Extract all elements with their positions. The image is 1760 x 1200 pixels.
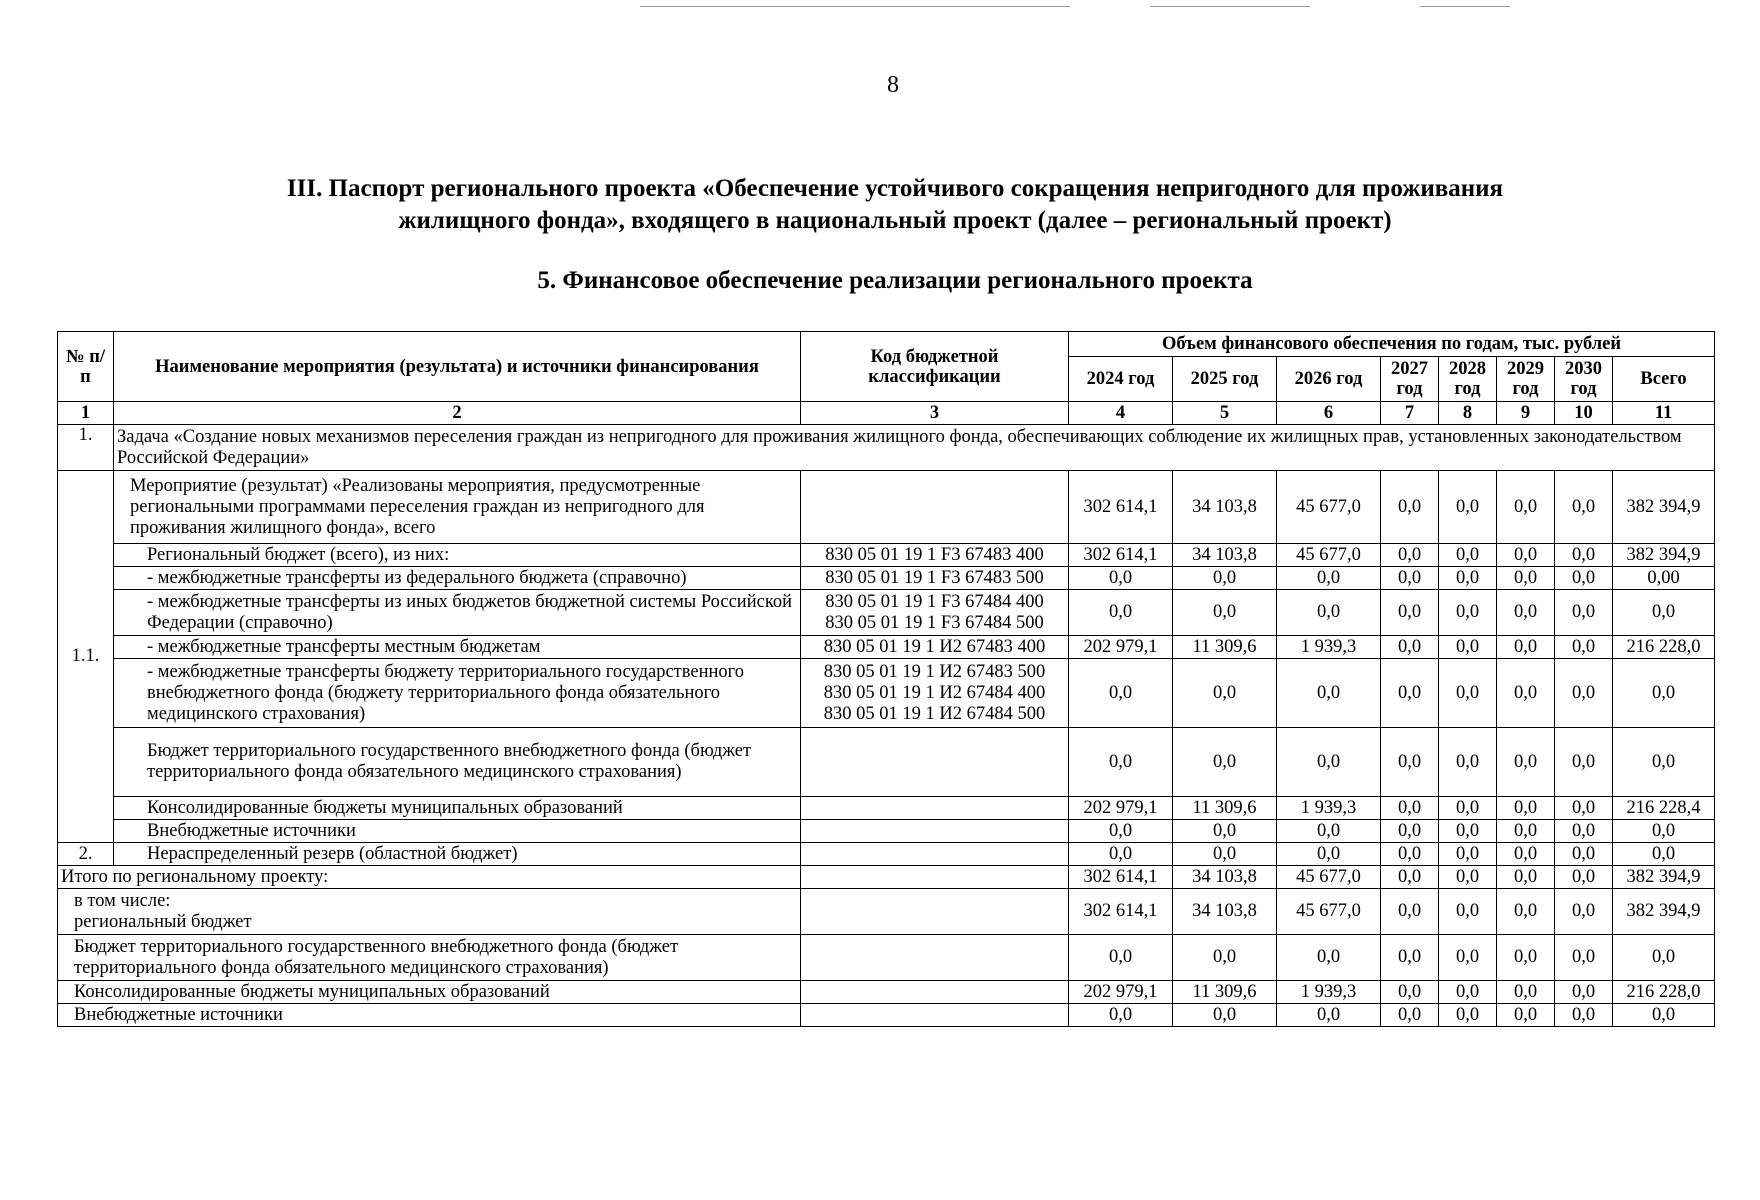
table-row bbox=[58, 590, 1715, 636]
header-year: 2025 год bbox=[1173, 357, 1277, 402]
budget-code: 830 05 01 19 1 F3 67483 400 bbox=[801, 544, 1069, 567]
value-cell: 382 394,9 bbox=[1613, 544, 1715, 567]
value-cell: 0,0 bbox=[1439, 1004, 1497, 1027]
value-cell: 0,0 bbox=[1497, 820, 1555, 843]
total-name: Консолидированные бюджеты муниципальных образований bbox=[58, 981, 801, 1004]
value-cell: 0,0 bbox=[1555, 659, 1613, 728]
value-cell: 0,0 bbox=[1613, 843, 1715, 866]
row-name: - межбюджетные трансферты местным бюджетам bbox=[114, 636, 801, 659]
value-cell: 0,0 bbox=[1555, 471, 1613, 544]
scan-artifact-line bbox=[1420, 6, 1510, 7]
value-cell: 0,0 bbox=[1439, 889, 1497, 935]
value-cell: 0,0 bbox=[1173, 935, 1277, 981]
budget-code bbox=[801, 935, 1069, 981]
value-cell: 0,0 bbox=[1613, 935, 1715, 981]
value-cell: 0,0 bbox=[1381, 889, 1439, 935]
value-cell: 0,0 bbox=[1439, 636, 1497, 659]
budget-code bbox=[801, 981, 1069, 1004]
header-year: 2026 год bbox=[1277, 357, 1381, 402]
value-cell: 0,0 bbox=[1381, 797, 1439, 820]
value-cell: 0,0 bbox=[1381, 590, 1439, 636]
row-name: - межбюджетные трансферты из иных бюджетов бюджетной системы Российской Федерации (справочно) bbox=[114, 590, 801, 636]
value-cell: 0,0 bbox=[1613, 728, 1715, 797]
scan-artifact-line bbox=[640, 6, 1070, 7]
value-cell: 0,0 bbox=[1381, 843, 1439, 866]
item-number: 1.1. bbox=[58, 471, 114, 843]
value-cell: 1 939,3 bbox=[1277, 636, 1381, 659]
budget-code: 830 05 01 19 1 И2 67483 400 bbox=[801, 636, 1069, 659]
value-cell: 382 394,9 bbox=[1613, 471, 1715, 544]
header-year: 2028 год bbox=[1439, 357, 1497, 402]
value-cell: 0,0 bbox=[1173, 659, 1277, 728]
total-name: Бюджет территориального государственного внебюджетного фонда (бюджет территориального фонда обязательного медицинского страхования) bbox=[58, 935, 801, 981]
header-name: Наименование мероприятия (результата) и источники финансирования bbox=[114, 332, 801, 402]
value-cell: 0,0 bbox=[1497, 567, 1555, 590]
value-cell: 0,0 bbox=[1497, 866, 1555, 889]
table-row bbox=[58, 544, 1715, 567]
table-row bbox=[58, 843, 1715, 866]
task-row bbox=[58, 425, 1715, 471]
value-cell: 0,0 bbox=[1069, 935, 1173, 981]
table-row bbox=[58, 567, 1715, 590]
value-cell: 34 103,8 bbox=[1173, 866, 1277, 889]
header-year: 2030 год bbox=[1555, 357, 1613, 402]
value-cell: 0,0 bbox=[1555, 797, 1613, 820]
value-cell: 0,0 bbox=[1497, 889, 1555, 935]
value-cell: 0,0 bbox=[1069, 843, 1173, 866]
value-cell: 45 677,0 bbox=[1277, 471, 1381, 544]
total-row bbox=[58, 1004, 1715, 1027]
total-name: Внебюджетные источники bbox=[58, 1004, 801, 1027]
column-number: 8 bbox=[1439, 402, 1497, 425]
value-cell: 0,0 bbox=[1439, 820, 1497, 843]
table-row bbox=[58, 728, 1715, 797]
total-name: в том числе: региональный бюджет bbox=[58, 889, 801, 935]
value-cell: 0,0 bbox=[1277, 843, 1381, 866]
header-year: 2027 год bbox=[1381, 357, 1439, 402]
value-cell: 0,0 bbox=[1439, 866, 1497, 889]
value-cell: 0,0 bbox=[1497, 544, 1555, 567]
value-cell: 0,0 bbox=[1277, 567, 1381, 590]
value-cell: 0,0 bbox=[1439, 590, 1497, 636]
column-number: 6 bbox=[1277, 402, 1381, 425]
value-cell: 0,0 bbox=[1381, 1004, 1439, 1027]
value-cell: 216 228,0 bbox=[1613, 981, 1715, 1004]
value-cell: 11 309,6 bbox=[1173, 636, 1277, 659]
row-name: Нераспределенный резерв (областной бюджет) bbox=[114, 843, 801, 866]
table-row bbox=[58, 797, 1715, 820]
value-cell: 11 309,6 bbox=[1173, 797, 1277, 820]
value-cell: 0,0 bbox=[1381, 567, 1439, 590]
column-number: 11 bbox=[1613, 402, 1715, 425]
value-cell: 0,0 bbox=[1381, 471, 1439, 544]
value-cell: 0,0 bbox=[1277, 590, 1381, 636]
value-cell: 202 979,1 bbox=[1069, 797, 1173, 820]
value-cell: 0,0 bbox=[1497, 1004, 1555, 1027]
value-cell: 216 228,4 bbox=[1613, 797, 1715, 820]
value-cell: 0,0 bbox=[1069, 728, 1173, 797]
value-cell: 0,0 bbox=[1497, 590, 1555, 636]
value-cell: 0,0 bbox=[1497, 471, 1555, 544]
value-cell: 0,0 bbox=[1613, 820, 1715, 843]
value-cell: 0,00 bbox=[1613, 567, 1715, 590]
item-number: 2. bbox=[58, 843, 114, 866]
scan-artifact-line bbox=[1150, 6, 1310, 7]
value-cell: 1 939,3 bbox=[1277, 981, 1381, 1004]
value-cell: 0,0 bbox=[1555, 981, 1613, 1004]
row-name: Региональный бюджет (всего), из них: bbox=[114, 544, 801, 567]
column-number: 7 bbox=[1381, 402, 1439, 425]
budget-code bbox=[801, 820, 1069, 843]
budget-code bbox=[801, 889, 1069, 935]
value-cell: 0,0 bbox=[1381, 866, 1439, 889]
header-num: № п/п bbox=[58, 332, 114, 402]
budget-code bbox=[801, 797, 1069, 820]
value-cell: 0,0 bbox=[1277, 728, 1381, 797]
value-cell: 0,0 bbox=[1439, 471, 1497, 544]
total-row bbox=[58, 981, 1715, 1004]
row-name: Мероприятие (результат) «Реализованы мероприятия, предусмотренные региональными программами переселения граждан из непригодного для проживания жилищного фонда», всего bbox=[114, 471, 801, 544]
value-cell: 216 228,0 bbox=[1613, 636, 1715, 659]
value-cell: 302 614,1 bbox=[1069, 544, 1173, 567]
value-cell: 0,0 bbox=[1173, 728, 1277, 797]
value-cell: 0,0 bbox=[1381, 935, 1439, 981]
value-cell: 0,0 bbox=[1381, 544, 1439, 567]
section-title bbox=[90, 173, 1700, 237]
value-cell: 0,0 bbox=[1277, 935, 1381, 981]
value-cell: 45 677,0 bbox=[1277, 889, 1381, 935]
value-cell: 382 394,9 bbox=[1613, 866, 1715, 889]
value-cell: 0,0 bbox=[1277, 1004, 1381, 1027]
table-row bbox=[58, 659, 1715, 728]
value-cell: 0,0 bbox=[1381, 820, 1439, 843]
value-cell: 302 614,1 bbox=[1069, 471, 1173, 544]
total-row bbox=[58, 935, 1715, 981]
header-code: Код бюджетной классификации bbox=[801, 332, 1069, 402]
budget-code bbox=[801, 843, 1069, 866]
value-cell: 0,0 bbox=[1555, 567, 1613, 590]
value-cell: 302 614,1 bbox=[1069, 866, 1173, 889]
value-cell: 34 103,8 bbox=[1173, 471, 1277, 544]
total-name: Итого по региональному проекту: bbox=[58, 866, 801, 889]
value-cell: 45 677,0 bbox=[1277, 866, 1381, 889]
column-number: 9 bbox=[1497, 402, 1555, 425]
value-cell: 0,0 bbox=[1173, 820, 1277, 843]
section-title-line-2: жилищного фонда», входящего в национальный проект (далее – региональный проект) bbox=[398, 207, 1392, 234]
value-cell: 0,0 bbox=[1497, 659, 1555, 728]
value-cell: 34 103,8 bbox=[1173, 544, 1277, 567]
value-cell: 0,0 bbox=[1439, 797, 1497, 820]
value-cell: 0,0 bbox=[1381, 659, 1439, 728]
task-number: 1. bbox=[58, 425, 114, 471]
value-cell: 45 677,0 bbox=[1277, 544, 1381, 567]
budget-code bbox=[801, 728, 1069, 797]
value-cell: 0,0 bbox=[1555, 889, 1613, 935]
value-cell: 0,0 bbox=[1173, 843, 1277, 866]
value-cell: 0,0 bbox=[1439, 843, 1497, 866]
value-cell: 0,0 bbox=[1555, 820, 1613, 843]
value-cell: 0,0 bbox=[1069, 820, 1173, 843]
section-title-line-1: III. Паспорт регионального проекта «Обеспечение устойчивого сокращения непригодного для проживания bbox=[286, 175, 1504, 202]
page-number: 8 bbox=[887, 72, 899, 98]
value-cell: 0,0 bbox=[1555, 728, 1613, 797]
value-cell: 0,0 bbox=[1497, 797, 1555, 820]
value-cell: 0,0 bbox=[1439, 659, 1497, 728]
header-year: 2024 год bbox=[1069, 357, 1173, 402]
value-cell: 0,0 bbox=[1613, 659, 1715, 728]
value-cell: 0,0 bbox=[1069, 590, 1173, 636]
row-name: Бюджет территориального государственного внебюджетного фонда (бюджет территориального фонда обязательного медицинского страхования) bbox=[114, 728, 801, 797]
value-cell: 0,0 bbox=[1555, 866, 1613, 889]
value-cell: 0,0 bbox=[1439, 935, 1497, 981]
value-cell: 0,0 bbox=[1497, 935, 1555, 981]
header-total: Всего bbox=[1613, 357, 1715, 402]
value-cell: 0,0 bbox=[1069, 567, 1173, 590]
value-cell: 0,0 bbox=[1497, 981, 1555, 1004]
value-cell: 0,0 bbox=[1277, 659, 1381, 728]
column-number: 2 bbox=[114, 402, 801, 425]
header-row bbox=[58, 332, 1715, 357]
value-cell: 0,0 bbox=[1439, 728, 1497, 797]
column-number: 4 bbox=[1069, 402, 1173, 425]
value-cell: 202 979,1 bbox=[1069, 981, 1173, 1004]
value-cell: 0,0 bbox=[1555, 544, 1613, 567]
row-name: Внебюджетные источники bbox=[114, 820, 801, 843]
value-cell: 382 394,9 bbox=[1613, 889, 1715, 935]
value-cell: 0,0 bbox=[1555, 935, 1613, 981]
subsection-title: 5. Финансовое обеспечение реализации регионального проекта bbox=[537, 267, 1253, 294]
column-number: 5 bbox=[1173, 402, 1277, 425]
value-cell: 0,0 bbox=[1555, 1004, 1613, 1027]
row-name: Консолидированные бюджеты муниципальных образований bbox=[114, 797, 801, 820]
value-cell: 11 309,6 bbox=[1173, 981, 1277, 1004]
header-volume: Объем финансового обеспечения по годам, тыс. рублей bbox=[1069, 332, 1715, 357]
value-cell: 34 103,8 bbox=[1173, 889, 1277, 935]
value-cell: 0,0 bbox=[1613, 590, 1715, 636]
budget-code: 830 05 01 19 1 И2 67483 500 830 05 01 19 1 И2 67484 400 830 05 01 19 1 И2 67484 500 bbox=[801, 659, 1069, 728]
column-number: 10 bbox=[1555, 402, 1613, 425]
value-cell: 0,0 bbox=[1555, 590, 1613, 636]
value-cell: 0,0 bbox=[1439, 981, 1497, 1004]
column-numbers-row bbox=[58, 402, 1715, 425]
value-cell: 0,0 bbox=[1497, 843, 1555, 866]
value-cell: 0,0 bbox=[1555, 843, 1613, 866]
value-cell: 0,0 bbox=[1173, 590, 1277, 636]
table-row bbox=[58, 820, 1715, 843]
total-row bbox=[58, 866, 1715, 889]
total-row bbox=[58, 889, 1715, 935]
value-cell: 0,0 bbox=[1613, 1004, 1715, 1027]
row-name: - межбюджетные трансферты бюджету территориального государственного внебюджетного фонда (бюджету территориального фонда обязательного медицинского страхования) bbox=[114, 659, 801, 728]
value-cell: 0,0 bbox=[1497, 636, 1555, 659]
value-cell: 0,0 bbox=[1497, 728, 1555, 797]
value-cell: 0,0 bbox=[1381, 981, 1439, 1004]
value-cell: 0,0 bbox=[1069, 659, 1173, 728]
financing-table bbox=[57, 331, 1715, 1027]
row-name: - межбюджетные трансферты из федерального бюджета (справочно) bbox=[114, 567, 801, 590]
value-cell: 0,0 bbox=[1173, 567, 1277, 590]
value-cell: 0,0 bbox=[1381, 728, 1439, 797]
value-cell: 1 939,3 bbox=[1277, 797, 1381, 820]
header-year: 2029 год bbox=[1497, 357, 1555, 402]
table-row bbox=[58, 636, 1715, 659]
budget-code: 830 05 01 19 1 F3 67484 400 830 05 01 19 1 F3 67484 500 bbox=[801, 590, 1069, 636]
value-cell: 0,0 bbox=[1173, 1004, 1277, 1027]
value-cell: 0,0 bbox=[1381, 636, 1439, 659]
value-cell: 0,0 bbox=[1277, 820, 1381, 843]
value-cell: 0,0 bbox=[1439, 544, 1497, 567]
table-row bbox=[58, 471, 1715, 544]
column-number: 1 bbox=[58, 402, 114, 425]
task-text: Задача «Создание новых механизмов переселения граждан из непригодного для проживания жилищного фонда, обеспечивающих соблюдение их жилищных прав, установленных законодательством Российской Федерации» bbox=[114, 425, 1715, 471]
value-cell: 0,0 bbox=[1439, 567, 1497, 590]
budget-code bbox=[801, 1004, 1069, 1027]
value-cell: 0,0 bbox=[1555, 636, 1613, 659]
value-cell: 302 614,1 bbox=[1069, 889, 1173, 935]
value-cell: 202 979,1 bbox=[1069, 636, 1173, 659]
value-cell: 0,0 bbox=[1069, 1004, 1173, 1027]
budget-code bbox=[801, 471, 1069, 544]
column-number: 3 bbox=[801, 402, 1069, 425]
budget-code: 830 05 01 19 1 F3 67483 500 bbox=[801, 567, 1069, 590]
budget-code bbox=[801, 866, 1069, 889]
